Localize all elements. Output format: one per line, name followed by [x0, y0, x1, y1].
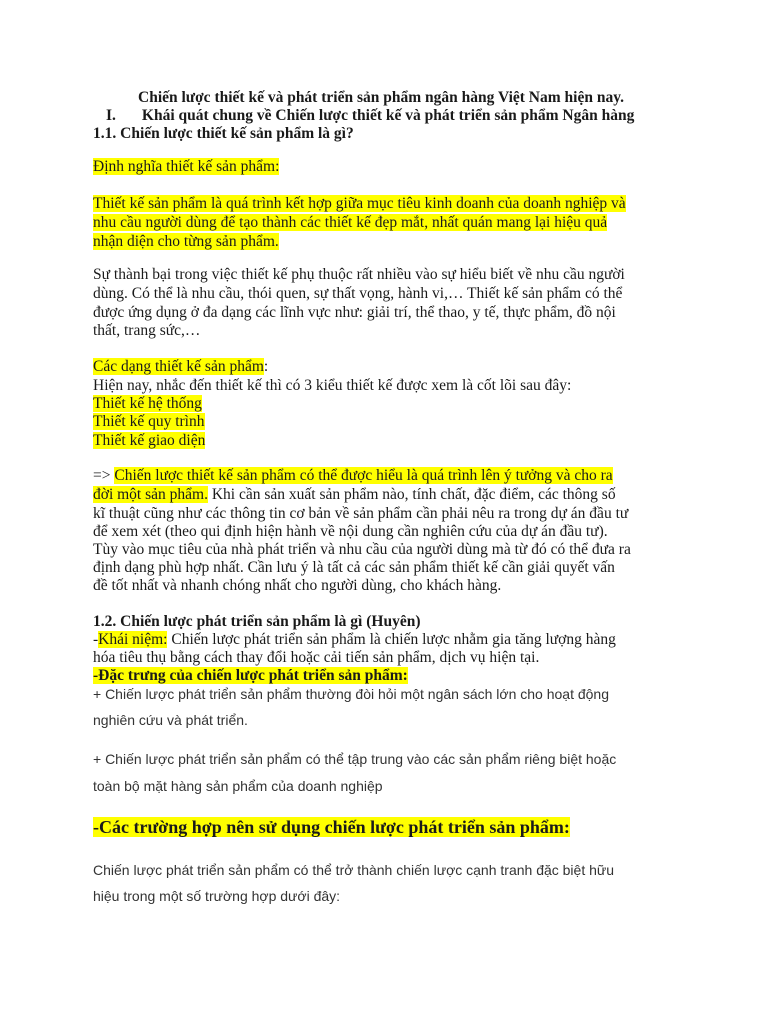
cases-heading: -Các trường hợp nên sử dụng chiến lược phát triển sản phẩm: [93, 817, 570, 837]
cases-line-1: Chiến lược phát triển sản phẩm có thể trở thành chiến lược cạnh tranh đặc biệt hữu [93, 862, 615, 878]
type-item-2: Thiết kế quy trình [93, 413, 205, 430]
definition-line-2: nhu cầu người dùng để tạo thành các thiết kế đẹp mắt, nhất quán mang lại hiệu quả [93, 214, 608, 231]
types-intro: Hiện nay, nhắc đến thiết kế thì có 3 kiểu thiết kế được xem là cốt lõi sau đây: [93, 377, 572, 394]
paragraph-2-line-2: dùng. Có thể là nhu cầu, thói quen, sự thất vọng, hành vi,… Thiết kế sản phẩm có thể [93, 285, 623, 302]
types-colon: : [263, 358, 269, 375]
conclusion-line-4: để xem xét (theo qui định hiện hành về nội dung cần nghiên cứu của dự án đầu tư). [93, 523, 608, 540]
conclusion-highlight-1: Chiến lược thiết kế sản phẩm có thể được hiểu là quá trình lên ý tưởng và cho ra [114, 467, 613, 484]
paragraph-2-line-1: Sự thành bại trong việc thiết kế phụ thuộc rất nhiều vào sự hiểu biết về nhu cầu người [93, 266, 625, 283]
paragraph-2-line-4: thất, trang sức,… [93, 322, 201, 339]
cases-line-2: hiệu trong một số trường hợp dưới đây: [93, 888, 341, 904]
conclusion-rest-2: Khi cần sản xuất sản phẩm nào, tính chất, đặc điểm, các thông số [207, 486, 616, 503]
definition-label: Định nghĩa thiết kế sản phẩm: [93, 158, 280, 175]
conclusion-highlight-2: đời một sản phẩm. [93, 486, 208, 503]
type-item-1: Thiết kế hệ thống [93, 395, 202, 412]
definition-line-1: Thiết kế sản phẩm là quá trình kết hợp giữa mục tiêu kinh doanh của doanh nghiệp và [93, 195, 626, 212]
feature-1-line-2: nghiên cứu và phát triển. [93, 712, 248, 728]
heading-1-2: 1.2. Chiến lược phát triển sản phẩm là gì (Huyên) [93, 613, 421, 630]
feature-2-line-2: toàn bộ mặt hàng sản phẩm của doanh nghiệp [93, 778, 383, 794]
section-1-heading [106, 107, 634, 125]
section-1-number: I. [106, 107, 116, 124]
doc-title: Chiến lược thiết kế và phát triển sản phẩm ngân hàng Việt Nam hiện nay. [138, 89, 624, 106]
conclusion-arrow: => [93, 467, 115, 484]
conclusion-line-6: định dạng phù hợp nhất. Cần lưu ý là tất cả các sản phẩm thiết kế cần giải quyết vấn [93, 559, 615, 576]
feature-1-line-1: + Chiến lược phát triển sản phẩm thường đòi hỏi một ngân sách lớn cho hoạt động [93, 686, 609, 702]
paragraph-2-line-3: được ứng dụng ở đa dạng các lĩnh vực như: giải trí, thể thao, y tế, thực phẩm, đồ nội [93, 304, 616, 321]
features-label: -Đặc trưng của chiến lược phát triển sản phẩm: [93, 667, 408, 684]
types-label: Các dạng thiết kế sản phẩm [93, 358, 264, 375]
concept-label: Khái niệm: [98, 631, 168, 648]
feature-2-line-1: + Chiến lược phát triển sản phẩm có thể tập trung vào các sản phẩm riêng biệt hoặc [93, 751, 617, 767]
concept-dash: - [93, 631, 99, 648]
concept-line-2: hóa tiêu thụ bằng cách thay đổi hoặc cải tiến sản phẩm, dịch vụ hiện tại. [93, 649, 540, 666]
conclusion-line-5: Tùy vào mục tiêu của nhà phát triển và nhu cầu của người dùng mà từ đó có thể đưa ra [93, 541, 631, 558]
type-item-3: Thiết kế giao diện [93, 432, 206, 449]
definition-line-3: nhận diện cho từng sản phẩm. [93, 233, 279, 250]
section-1-title: Khái quát chung về Chiến lược thiết kế và phát triển sản phẩm Ngân hàng [141, 107, 635, 124]
conclusion-line-3: kĩ thuật cũng như các thông tin cơ bản về sản phẩm cần phải nêu ra trong dự án đầu tư [93, 505, 629, 522]
heading-1-1: 1.1. Chiến lược thiết kế sản phẩm là gì? [93, 125, 354, 142]
concept-line-1: Chiến lược phát triển sản phẩm là chiến lược nhằm gia tăng lượng hàng [167, 631, 616, 648]
conclusion-line-7: đề tốt nhất và nhanh chóng nhất cho người dùng, cho khách hàng. [93, 577, 502, 594]
